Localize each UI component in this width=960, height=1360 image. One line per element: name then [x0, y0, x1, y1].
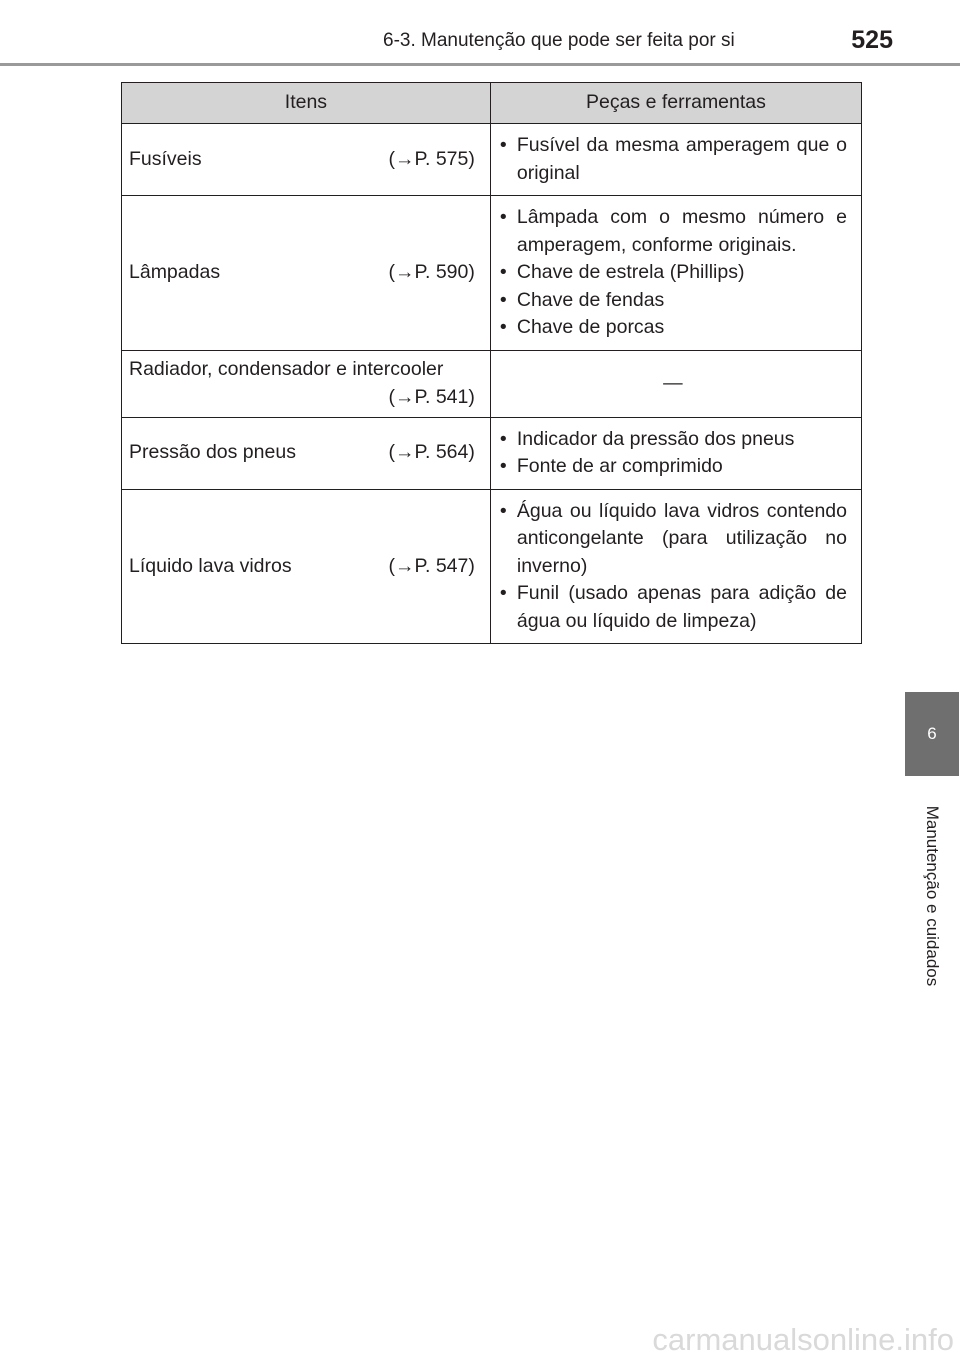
- watermark: carmanualsonline.info: [652, 1322, 954, 1357]
- item-cell: [122, 417, 491, 489]
- item-name: Fusíveis: [129, 147, 202, 170]
- list-item: • Lâmpada com o mesmo número e amperagem, conforme originais.: [499, 204, 847, 259]
- table-row: [122, 417, 862, 489]
- table-row: [122, 124, 862, 196]
- item-cell: [122, 489, 491, 644]
- table-row: [122, 489, 862, 644]
- page-reference-link[interactable]: (→P. 575): [388, 147, 475, 170]
- parts-cell: [490, 196, 861, 351]
- list-item: • Chave de estrela (Phillips): [499, 259, 847, 287]
- list-item: • Fonte de ar comprimido: [499, 453, 847, 481]
- item-cell: [122, 350, 491, 417]
- item-cell: [122, 124, 491, 196]
- list-item: • Chave de fendas: [499, 287, 847, 315]
- table-row: [122, 350, 862, 417]
- column-header-items: Itens: [122, 83, 491, 124]
- list-item: • Água ou líquido lava vidros contendo anticongelante (para utilização no inverno): [499, 498, 847, 581]
- list-item: • Indicador da pressão dos pneus: [499, 426, 847, 454]
- parts-tools-table: [121, 82, 862, 644]
- list-item: • Fusível da mesma amperagem que o original: [499, 132, 847, 187]
- column-header-parts: Peças e ferramentas: [490, 83, 861, 124]
- list-item: • Funil (usado apenas para adição de água ou líquido de limpeza): [499, 580, 847, 635]
- page-reference-link[interactable]: (→P. 590): [388, 261, 475, 283]
- parts-cell: [490, 489, 861, 644]
- item-name: Radiador, condensador e intercooler: [129, 358, 444, 380]
- list-item: • Chave de porcas: [499, 314, 847, 342]
- page-reference-link[interactable]: (→P. 541): [388, 385, 475, 408]
- no-parts-dash: —: [663, 371, 683, 394]
- item-cell: [122, 196, 491, 351]
- table-header-row: [122, 83, 862, 124]
- parts-cell: [490, 124, 861, 196]
- section-title: 6-3. Manutenção que pode ser feita por si: [383, 30, 735, 51]
- parts-cell: [490, 417, 861, 489]
- chapter-tab[interactable]: 6: [905, 692, 959, 776]
- table-row: [122, 196, 862, 351]
- item-name: Lâmpadas: [129, 261, 221, 283]
- parts-cell-empty: [490, 350, 861, 417]
- page-reference-link[interactable]: (→P. 547): [388, 554, 475, 577]
- item-name: Líquido lava vidros: [129, 554, 292, 577]
- header-divider: [0, 63, 960, 66]
- page-reference-link[interactable]: (→P. 564): [388, 441, 475, 464]
- item-name: Pressão dos pneus: [129, 441, 296, 464]
- page-number: 525: [851, 26, 893, 54]
- chapter-label: Manutenção e cuidados: [923, 805, 942, 987]
